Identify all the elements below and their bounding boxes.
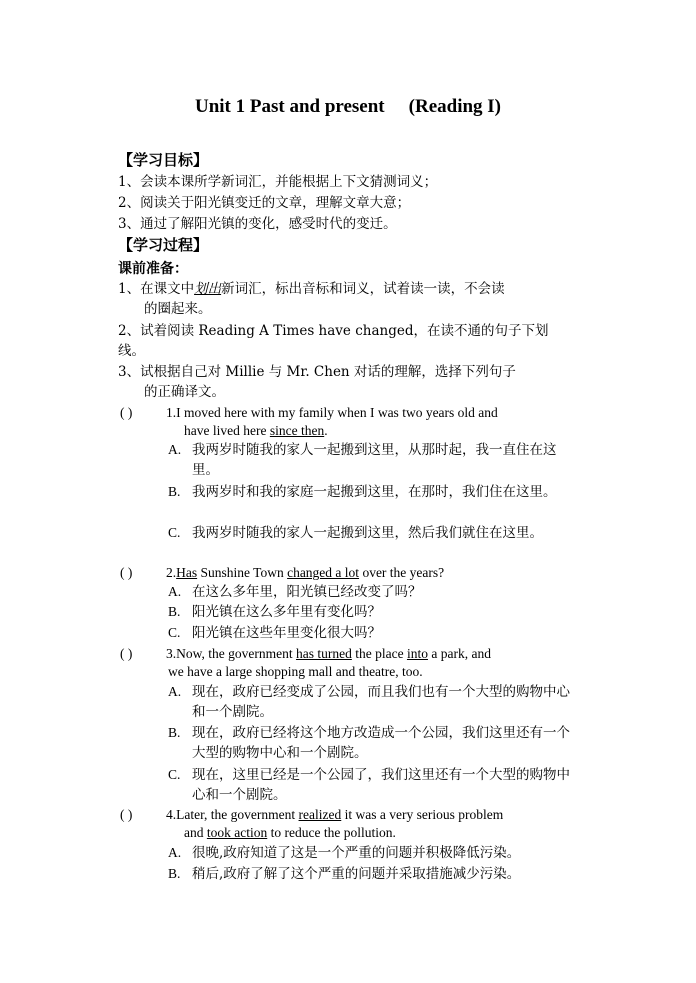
title-sub: (Reading I) bbox=[408, 96, 502, 117]
task-2: 2、试着阅读 Reading A Times have changed，在读不通的句子下划 bbox=[118, 323, 549, 339]
process-heading: 【学习过程】 bbox=[118, 236, 209, 254]
question-1: ( ) 1.I moved here with my family when I was two years old and bbox=[120, 405, 498, 420]
answer-blank[interactable]: ( ) bbox=[120, 807, 133, 822]
objective-item-3: 3、通过了解阳光镇的变化，感受时代的变迁。 bbox=[118, 216, 397, 232]
task-3-cont: 的正确译文。 bbox=[144, 384, 225, 400]
title-main: Unit 1 Past and present bbox=[194, 96, 385, 117]
document-page: Unit 1 Past and present (Reading I) 【学习目标】 1、会读本课所学新词汇，并能根据上下文猜测词义； 2、阅读关于阳光镇变迁的文章，理解文章大意； 3、通过了解阳光镇的变化，感受时代的变迁。 【学习过程】 课前准备： 1、在课文中划出新词汇，标出音标和词义，试着读一读，不会读 的圈起来。 2、试着阅读 Reading A Times have changed，在读不通的句子下划 线。 3、试根据自己对 Millie 与 Mr. Chen 对话的理解，选择下列句子 的正确译文。 ( ) 1.I moved here with my family when I was two years old and have lived here since then. A. 我两岁时随我的家人一起搬到这里，从那时起，我一直住在这里。 B. 我两岁时和我的家庭一起搬到这里，在那时，我们住在这里。 C. 我两岁时随我的家人一起搬到这里，然后我们就住在这里。 ( ) 2.Has Sunshine Town changed a lot over the years? A. 在这么多年里，阳光镇已经改变了吗？ B. 阳光镇在这么多年里有变化吗？ C. 阳光镇在这些年里变化很大吗？ ( ) 3.Now, the government has turned the place into a park, and we have a large shopping mall and theatre, too. A. 现在，政府已经变成了公园，而且我们也有一个大型的购物中心和一个剧院。 B. 现在，政府已经将这个地方改造成一个公园，我们这里还有一个大型的购物中心和一个剧院。 C. 现在，这里已经是一个公园了，我们这里还有一个大型的购物中心和一个剧院。 ( ) 4.Later, the government realized it was a very serious problem and took action to reduce the pollution. A. 很晚,政府知道了这是一个严重的问题并积极降低污染。 B. 稍后,政府了解了这个严重的问题并采取措施减少污染。 bbox=[0, 0, 696, 983]
question-1-cont: have lived here since then. bbox=[184, 423, 328, 438]
answer-blank[interactable]: ( ) bbox=[120, 565, 133, 580]
pre-class-heading: 课前准备： bbox=[118, 261, 188, 277]
objectives-heading: 【学习目标】 bbox=[118, 151, 209, 169]
question-3: ( ) 3.Now, the government has turned the place into a park, and bbox=[120, 646, 491, 661]
question-3-cont: we have a large shopping mall and theatre, too. bbox=[168, 664, 423, 679]
task-2-cont: 线。 bbox=[118, 343, 145, 359]
task-3: 3、试根据自己对 Millie 与 Mr. Chen 对话的理解，选择下列句子 bbox=[118, 364, 516, 380]
question-4-cont: and took action to reduce the pollution. bbox=[184, 825, 396, 840]
page-title bbox=[0, 96, 696, 118]
question-4: ( ) 4.Later, the government realized it was a very serious problem bbox=[120, 807, 504, 822]
objective-item-2: 2、阅读关于阳光镇变迁的文章，理解文章大意； bbox=[118, 195, 411, 211]
task-1: 1、在课文中划出新词汇，标出音标和词义，试着读一读，不会读 bbox=[118, 281, 505, 297]
answer-blank[interactable]: ( ) bbox=[120, 646, 133, 661]
objective-item-1: 1、会读本课所学新词汇，并能根据上下文猜测词义； bbox=[118, 174, 438, 190]
question-2: ( ) 2.Has Sunshine Town changed a lot over the years? bbox=[120, 565, 445, 580]
task-1-mark: 划出 bbox=[194, 281, 222, 297]
task-1-cont: 的圈起来。 bbox=[144, 301, 212, 317]
answer-blank[interactable]: ( ) bbox=[120, 405, 133, 420]
